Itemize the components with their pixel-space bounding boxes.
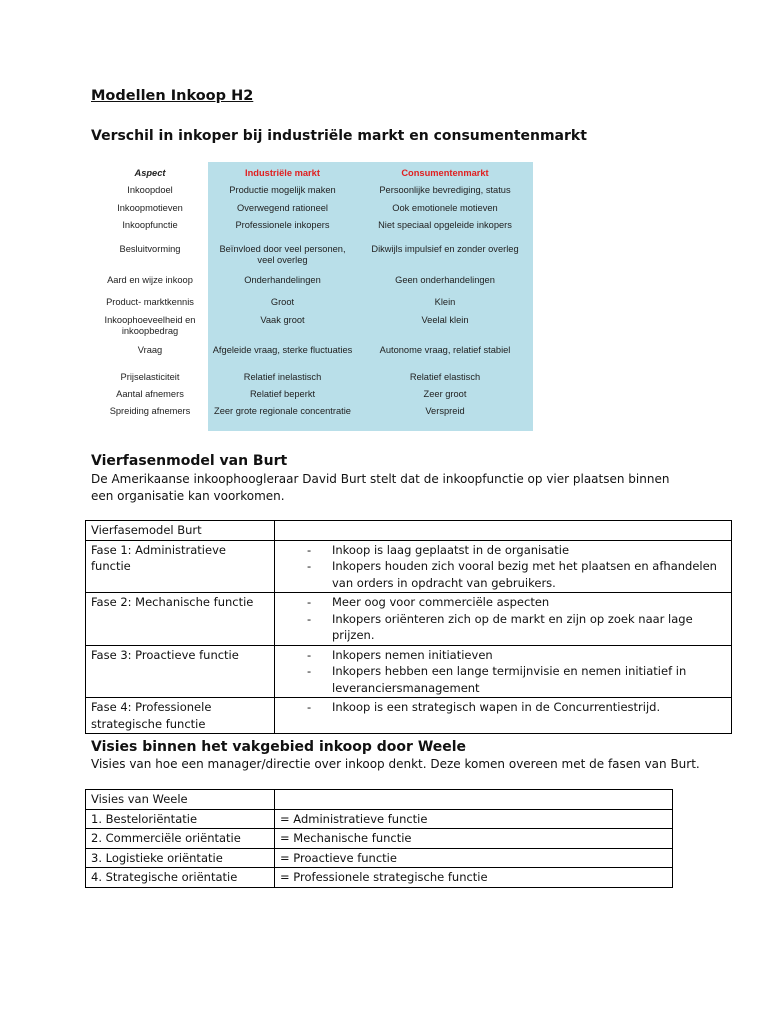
burt-table-header: Vierfasemodel Burt	[86, 521, 275, 541]
table-row	[86, 540, 732, 593]
comparison-aspect-cell: Aard en wijze inkoop	[107, 275, 193, 285]
comparison-industrial-cell: Beïnvloed door veel personen, veel overleg	[219, 244, 346, 265]
table-row	[86, 809, 673, 829]
section-heading-markets: Verschil in inkoper bij industriële markt en consumentenmarkt	[91, 128, 587, 144]
list-item: - Inkoop is een strategisch wapen in de Concurrentiestrijd.	[280, 699, 726, 716]
comparison-consumer-cell: Ook emotionele motieven	[392, 203, 498, 213]
comparison-industrial-cell: Vaak groot	[260, 315, 305, 325]
comparison-consumer-cell: Veelal klein	[421, 315, 469, 325]
phase-points	[275, 698, 732, 734]
list-item: - Inkopers nemen initiatieven	[280, 647, 726, 664]
comparison-industrial-cell: Overwegend rationeel	[237, 203, 328, 213]
vision-name: 2. Commerciële oriëntatie	[86, 829, 275, 849]
table-row	[86, 645, 732, 698]
phase-points	[275, 645, 732, 698]
vision-name: 4. Strategische oriëntatie	[86, 868, 275, 888]
list-item: - Inkopers houden zich vooral bezig met het plaatsen en afhandelen van orders in opdracht van gebruikers.	[280, 558, 726, 591]
comparison-consumer-cell: Niet speciaal opgeleide inkopers	[378, 220, 512, 230]
table-row	[86, 790, 673, 810]
comparison-consumer-cell: Dikwijls impulsief en zonder overleg	[371, 244, 519, 254]
comparison-consumer-cell: Geen onderhandelingen	[395, 275, 495, 285]
list-item: - Inkopers oriënteren zich op de markt en zijn op zoek naar lage prijzen.	[280, 611, 726, 644]
comparison-consumer-cell: Persoonlijke bevrediging, status	[379, 185, 511, 195]
table-row	[86, 521, 732, 541]
comparison-aspect-cell: Vraag	[137, 345, 163, 355]
comparison-aspect-cell: Prijselasticiteit	[120, 372, 180, 382]
comparison-aspect-cell: Spreiding afnemers	[109, 406, 191, 416]
comparison-aspect-cell: Besluitvorming	[119, 244, 181, 254]
comparison-industrial-cell: Professionele inkopers	[235, 220, 330, 230]
phase-name: Fase 1: Administratieve functie	[86, 540, 275, 593]
table-row	[86, 868, 673, 888]
phase-points	[275, 540, 732, 593]
comparison-industrial-cell: Relatief beperkt	[249, 389, 316, 399]
comparison-industrial-cell: Groot	[270, 297, 295, 307]
comparison-industrial-cell: Productie mogelijk maken	[229, 185, 336, 195]
burt-table-header-empty	[275, 521, 732, 541]
comparison-industrial-cell: Zeer grote regionale concentratie	[214, 406, 351, 416]
comparison-consumer-cell: Autonome vraag, relatief stabiel	[379, 345, 511, 355]
phase-points	[275, 593, 732, 646]
weele-intro-paragraph: Visies van hoe een manager/directie over inkoop denkt. Deze komen overeen met de fasen van Burt.	[91, 757, 700, 771]
weele-table-header: Visies van Weele	[86, 790, 275, 810]
comparison-aspect-cell: Product- marktkennis	[106, 297, 194, 307]
vision-equivalent: = Professionele strategische functie	[275, 868, 673, 888]
comparison-industrial-cell: Afgeleide vraag, sterke fluctuaties	[212, 345, 353, 355]
page-title: Modellen Inkoop H2	[91, 88, 254, 104]
list-item: - Inkopers hebben een lange termijnvisie en nemen initiatief in leveranciersmanagement	[280, 663, 726, 696]
vision-equivalent: = Administratieve functie	[275, 809, 673, 829]
phase-name: Fase 2: Mechanische functie	[86, 593, 275, 646]
comparison-industrial-cell: Relatief inelastisch	[243, 372, 322, 382]
burt-table	[85, 520, 732, 734]
phase-name: Fase 3: Proactieve functie	[86, 645, 275, 698]
section-heading-burt: Vierfasenmodel van Burt	[91, 453, 288, 469]
comparison-consumer-cell: Klein	[434, 297, 456, 307]
phase-name: Fase 4: Professionele strategische functie	[86, 698, 275, 734]
table-row	[86, 698, 732, 734]
section-heading-weele: Visies binnen het vakgebied inkoop door Weele	[91, 739, 467, 755]
comparison-aspect-cell: Inkoopfunctie	[122, 220, 178, 230]
weele-table-header-empty	[275, 790, 673, 810]
comparison-consumer-cell: Zeer groot	[423, 389, 467, 399]
comparison-header-industrial: Industriële markt	[245, 168, 320, 178]
weele-table	[85, 789, 673, 888]
vision-name: 3. Logistieke oriëntatie	[86, 848, 275, 868]
table-row	[86, 593, 732, 646]
comparison-header-consumer: Consumentenmarkt	[401, 168, 489, 178]
comparison-aspect-cell: Inkoopmotieven	[117, 203, 183, 213]
vision-equivalent: = Proactieve functie	[275, 848, 673, 868]
table-row	[86, 848, 673, 868]
comparison-aspect-cell: Aantal afnemers	[116, 389, 184, 399]
table-row	[86, 829, 673, 849]
vision-equivalent: = Mechanische functie	[275, 829, 673, 849]
comparison-consumer-cell: Verspreid	[425, 406, 465, 416]
burt-intro-paragraph: De Amerikaanse inkoophoogleraar David Burt stelt dat de inkoopfunctie op vier plaatsen binnen een organisatie kan voorkomen.	[91, 472, 670, 503]
list-item: - Inkoop is laag geplaatst in de organisatie	[280, 542, 726, 559]
comparison-header-aspect: Aspect	[134, 168, 166, 178]
comparison-consumer-cell: Relatief elastisch	[409, 372, 481, 382]
comparison-industrial-cell: Onderhandelingen	[244, 275, 321, 285]
comparison-aspect-cell: Inkoophoeveelheid en inkoopbedrag	[104, 315, 196, 336]
vision-name: 1. Besteloriëntatie	[86, 809, 275, 829]
comparison-table-image	[92, 162, 533, 431]
comparison-aspect-cell: Inkoopdoel	[127, 185, 173, 195]
list-item: - Meer oog voor commerciële aspecten	[280, 594, 726, 611]
